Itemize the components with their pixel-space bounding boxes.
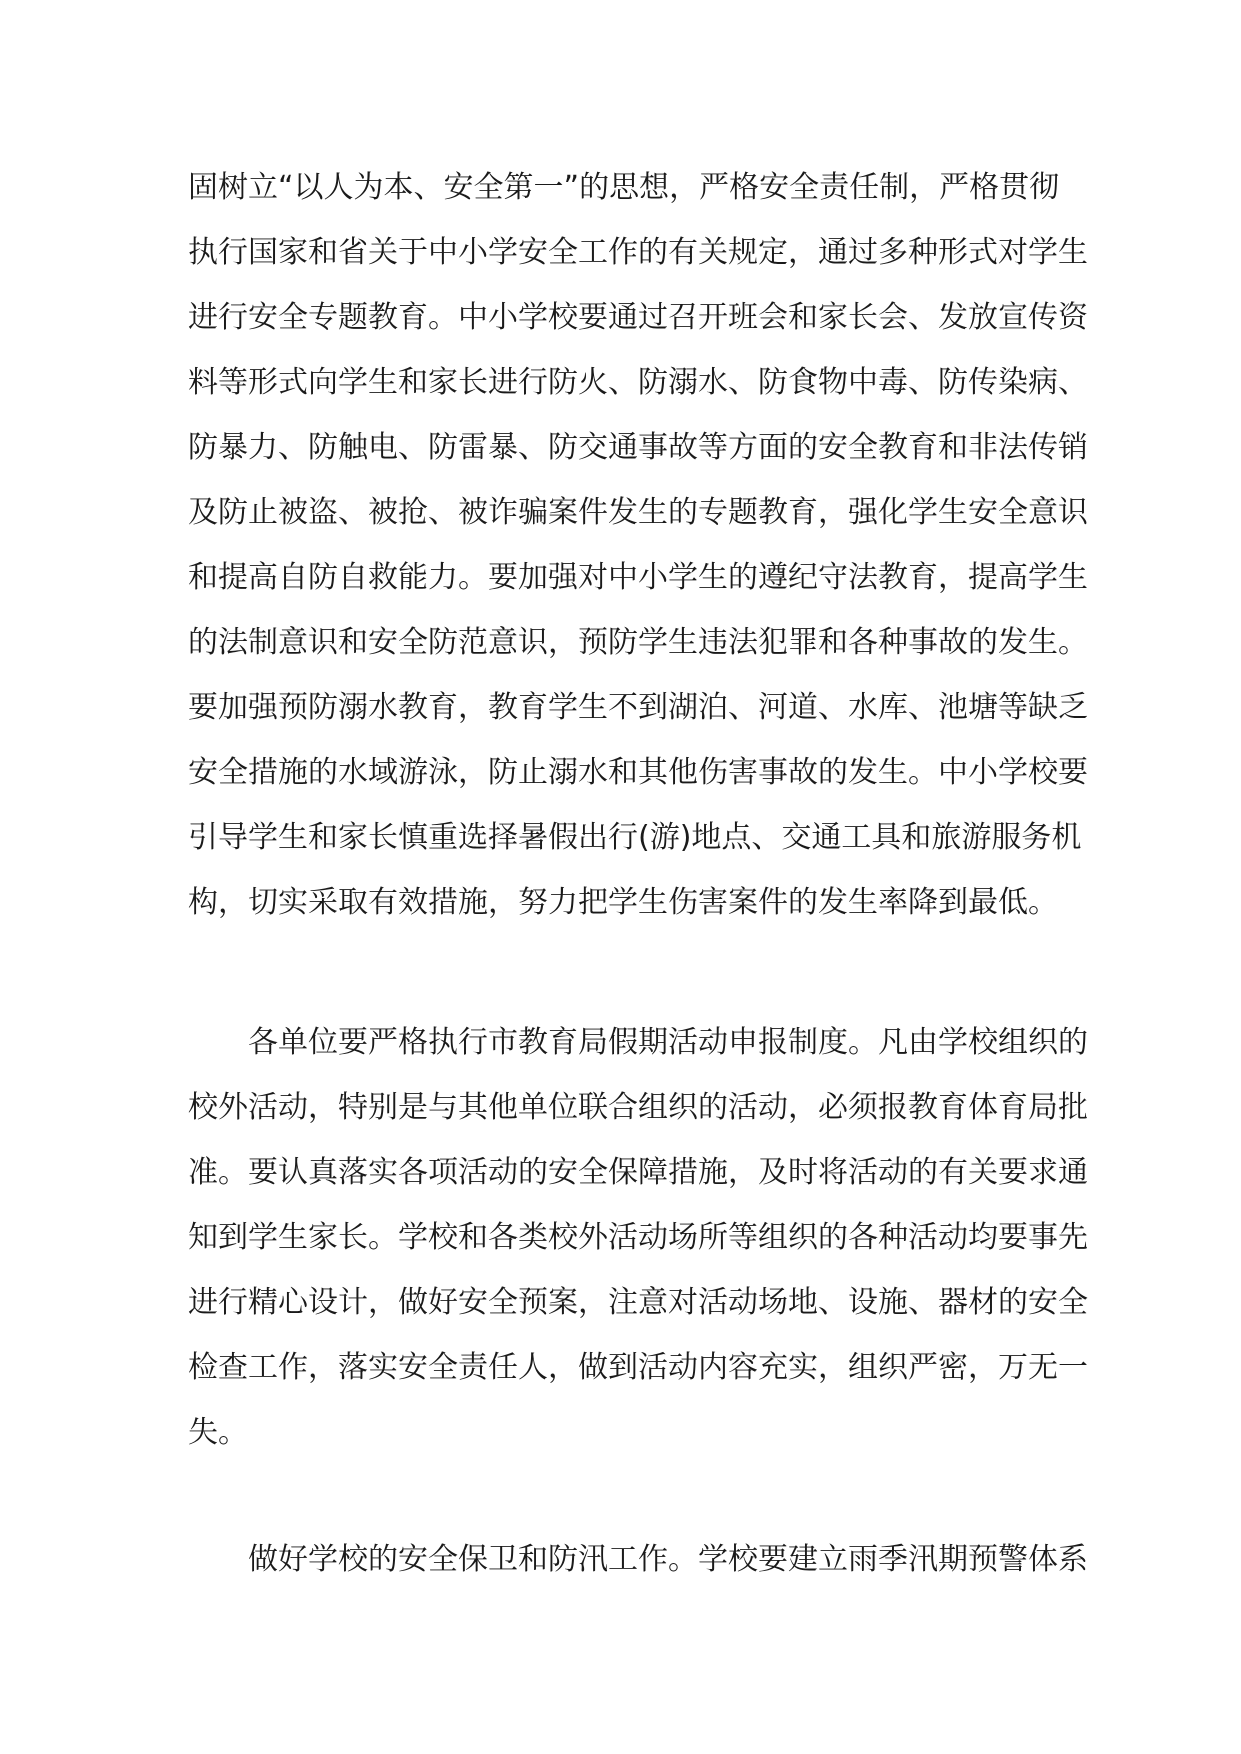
text-line: 的法制意识和安全防范意识，预防学生违法犯罪和各种事故的发生。	[188, 625, 1088, 660]
text-line: 安全措施的水域游泳，防止溺水和其他伤害事故的发生。中小学校要	[188, 755, 1088, 790]
text-line: 各单位要严格执行市教育局假期活动申报制度。凡由学校组织的	[248, 1025, 1088, 1060]
text-line: 固树立“以人为本、安全第一”的思想，严格安全责任制，严格贯彻	[188, 170, 1060, 205]
text-line: 防暴力、防触电、防雷暴、防交通事故等方面的安全教育和非法传销	[188, 430, 1088, 465]
text-line: 准。要认真落实各项活动的安全保障措施，及时将活动的有关要求通	[188, 1155, 1088, 1190]
text-line: 引导学生和家长慎重选择暑假出行(游)地点、交通工具和旅游服务机	[188, 820, 1082, 855]
text-line: 要加强预防溺水教育，教育学生不到湖泊、河道、水库、池塘等缺乏	[188, 690, 1088, 725]
text-line: 做好学校的安全保卫和防汛工作。学校要建立雨季汛期预警体系	[248, 1542, 1088, 1577]
text-line: 失。	[188, 1415, 248, 1450]
text-line: 校外活动，特别是与其他单位联合组织的活动，必须报教育体育局批	[188, 1090, 1088, 1125]
text-line: 和提高自防自救能力。要加强对中小学生的遵纪守法教育，提高学生	[188, 560, 1088, 595]
text-line: 检查工作，落实安全责任人，做到活动内容充实，组织严密，万无一	[188, 1350, 1088, 1385]
text-line: 知到学生家长。学校和各类校外活动场所等组织的各种活动均要事先	[188, 1220, 1088, 1255]
paragraph-holiday-activity-reporting	[188, 1010, 1088, 1465]
text-line: 及防止被盗、被抢、被诈骗案件发生的专题教育，强化学生安全意识	[188, 495, 1088, 530]
paragraph-security-flood-control	[188, 1527, 1088, 1592]
text-line: 执行国家和省关于中小学安全工作的有关规定，通过多种形式对学生	[188, 235, 1088, 270]
text-line: 进行安全专题教育。中小学校要通过召开班会和家长会、发放宣传资	[188, 300, 1088, 335]
text-line: 进行精心设计，做好安全预案，注意对活动场地、设施、器材的安全	[188, 1285, 1088, 1320]
text-line: 构，切实采取有效措施，努力把学生伤害案件的发生率降到最低。	[188, 885, 1058, 920]
text-line: 料等形式向学生和家长进行防火、防溺水、防食物中毒、防传染病、	[188, 365, 1088, 400]
paragraph-student-safety-education	[188, 155, 1088, 935]
